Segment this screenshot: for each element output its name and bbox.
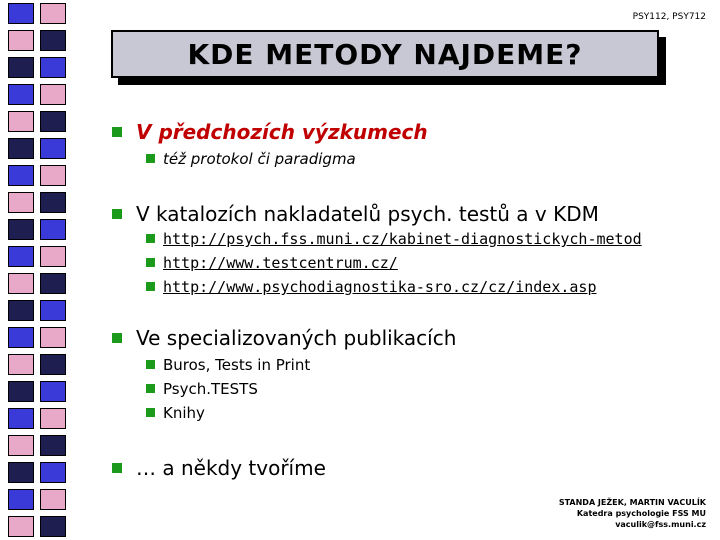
stripe-block [8,300,34,321]
stripe-block [40,273,66,294]
stripe-row [0,513,72,540]
bullet-item [112,120,428,144]
stripe-block [40,327,66,348]
stripe-block [40,192,66,213]
sub-bullet-item [146,254,398,272]
stripe-block [40,84,66,105]
stripe-row [0,162,72,189]
slide-title: KDE METODY NAJDEME? [187,37,583,71]
sub-bullet-item [146,356,310,374]
sub-bullet-text: Knihy [163,404,205,422]
stripe-row [0,270,72,297]
credits [559,497,706,530]
stripe-block [8,354,34,375]
course-code: PSY112, PSY712 [632,12,706,22]
bullet-icon [112,127,122,137]
stripe-block [40,219,66,240]
sub-bullet-item [146,404,205,422]
link[interactable]: http://www.testcentrum.cz/ [163,254,398,272]
sub-bullet-text: Psych.TESTS [163,380,258,398]
stripe-block [8,138,34,159]
stripe-row [0,27,72,54]
stripe-row [0,378,72,405]
credits-department: Katedra psychologie FSS MU [576,509,706,518]
stripe-block [8,435,34,456]
sub-bullet-item [146,150,356,168]
stripe-row [0,81,72,108]
stripe-row [0,54,72,81]
stripe-row [0,432,72,459]
stripe-block [40,57,66,78]
stripe-block [8,84,34,105]
stripe-block [8,516,34,537]
title-box [111,30,659,78]
stripe-block [40,30,66,51]
bullet-item [112,456,326,480]
stripe-row [0,189,72,216]
stripe-block [40,246,66,267]
stripe-block [40,381,66,402]
stripe-row [0,324,72,351]
stripe-row [0,0,72,27]
bullet-item [112,326,456,350]
stripe-row [0,486,72,513]
stripe-block [8,111,34,132]
sub-bullet-item [146,230,642,248]
stripe-block [40,489,66,510]
link[interactable]: http://psych.fss.muni.cz/kabinet-diagnostickych-metod [163,230,642,248]
stripe-block [8,381,34,402]
stripe-block [8,165,34,186]
stripe-block [40,165,66,186]
stripe-block [8,327,34,348]
credits-authors: STANDA JEŽEK, MARTIN VACULÍK [558,498,706,507]
bullet-text: … a někdy tvoříme [136,456,326,480]
stripe-block [40,435,66,456]
bullet-item [112,202,599,226]
stripe-block [8,3,34,24]
credits-email: vaculik@fss.muni.cz [615,520,706,529]
sub-bullet-item [146,278,596,296]
stripe-block [40,408,66,429]
bullet-text: V předchozích výzkumech [136,120,428,144]
sub-bullet-text: též protokol či paradigma [163,150,356,168]
bullet-icon [146,360,155,369]
link[interactable]: http://www.psychodiagnostika-sro.cz/cz/index.asp [163,278,597,296]
stripe-row [0,459,72,486]
bullet-icon [146,154,155,163]
stripe-block [40,138,66,159]
stripe-block [40,516,66,537]
stripe-block [40,462,66,483]
sub-bullet-item [146,380,258,398]
stripe-block [8,219,34,240]
stripe-block [40,3,66,24]
sub-bullet-text: Buros, Tests in Print [163,356,311,374]
stripe-block [40,354,66,375]
stripe-row [0,135,72,162]
stripe-block [40,111,66,132]
stripe-block [8,489,34,510]
bullet-icon [146,258,155,267]
stripe-block [8,462,34,483]
bullet-icon [112,463,122,473]
stripe-row [0,243,72,270]
bullet-icon [112,333,122,343]
bullet-icon [146,408,155,417]
stripe-block [8,30,34,51]
stripe-block [8,246,34,267]
stripe-row [0,351,72,378]
bullet-icon [112,209,122,219]
stripe-block [8,57,34,78]
stripe-block [8,408,34,429]
bullet-icon [146,384,155,393]
stripe-row [0,405,72,432]
bullet-text: Ve specializovaných publikacích [136,326,457,350]
stripe-row [0,297,72,324]
decorative-stripes [0,0,72,540]
bullet-text: V katalozích nakladatelů psych. testů a v KDM [136,202,599,226]
stripe-block [8,273,34,294]
stripe-block [8,192,34,213]
stripe-row [0,108,72,135]
bullet-icon [146,234,155,243]
stripe-row [0,216,72,243]
bullet-icon [146,282,155,291]
stripe-block [40,300,66,321]
